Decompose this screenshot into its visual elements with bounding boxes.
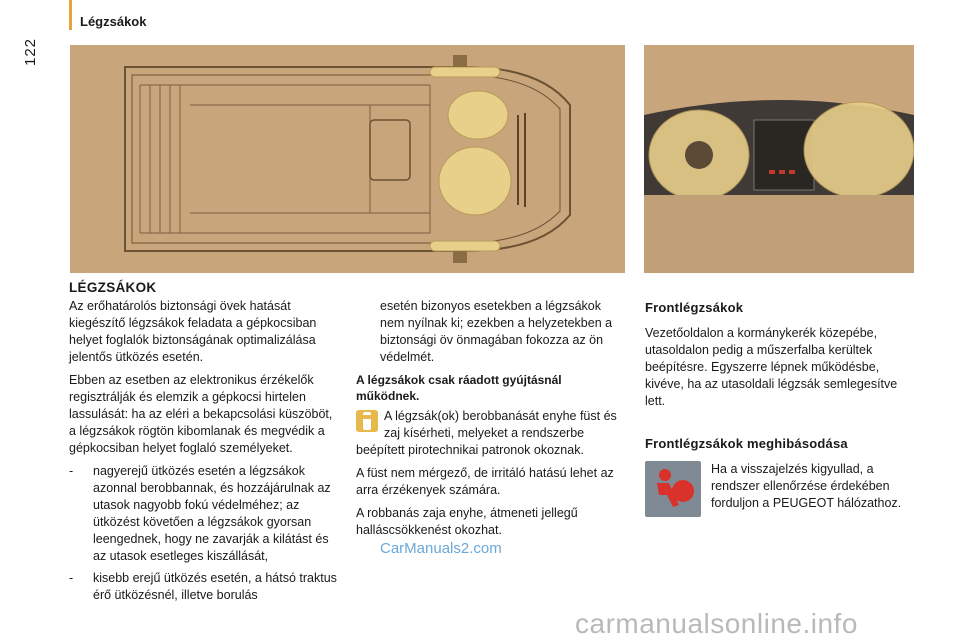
list-item (69, 570, 341, 604)
ignition-note-title: A légzsákok csak ráadott gyújtásnál működnek. (356, 373, 562, 403)
list-dash: - (69, 464, 74, 478)
smoke-paragraph: A füst nem mérgező, de irritáló hatású lehet az arra érzékenyek számára. (356, 466, 614, 497)
fault-note (645, 461, 915, 517)
list-item (69, 463, 341, 565)
watermark-carmanualsonline: carmanualsonline.info (575, 608, 858, 639)
section-title: LÉGZSÁKOK (69, 280, 157, 295)
watermark-carmanuals2: CarManuals2.com (380, 540, 502, 557)
sensor-paragraph: Ebben az esetben az elektronikus érzékelők regisztrálják és elemzik a gépkocsi hirtelen lassulását: ha az eléri a bekapcsolási küszöböt, a légzsákok rögtön kibomlanak és megvédik a gépkocsiban helyet foglaló személyeket. (69, 373, 333, 455)
intro-paragraph: Az erőhatárolós biztonsági övek hatását kiegészítő légzsákok feladata a gépkocsiban helyet foglalók biztonságának optimalizálása jelentős ütközés esetén. (69, 299, 317, 364)
text-column-1 (69, 298, 341, 604)
list-dash: - (69, 571, 74, 585)
info-note (356, 408, 626, 459)
text-column-2 (356, 298, 626, 539)
fault-note-text: Ha a visszajelzés kigyullad, a rendszer ellenőrzése érdekében forduljon a PEUGEOT hálózathoz. (711, 462, 902, 510)
info-note-text: A légzsák(ok) berobbanását enyhe füst és zaj kísérheti, melyeket a rendszerbe beépített pirotechnikai patronok okoznak. (356, 409, 617, 457)
page-number: 122 (22, 37, 39, 66)
dashboard-illustration (644, 45, 914, 273)
list-item-text: kisebb erejű ütközés esetén, a hátsó traktus érő ütközésnél, illetve borulás (93, 571, 337, 602)
van-top-view-illustration (70, 45, 625, 273)
text-column-3 (645, 298, 915, 517)
airbag-warning-icon (645, 461, 701, 517)
list-item-text: nagyerejű ütközés esetén a légzsákok azonnal berobbannak, és hozzájárulnak az utasok nagyobb fokú védelméhez; az ütközést követően a légzsákok gyorsan leengednek, hogy ne zavarják a kilátást és az utasok esetleges kiszállását, (93, 464, 331, 563)
page-header-title: Légzsákok (80, 14, 147, 29)
noise-paragraph: A robbanás zaja enyhe, átmeneti jellegű halláscsökkenést okozhat. (356, 506, 578, 537)
dashboard-figure (644, 45, 914, 273)
info-icon (356, 410, 378, 432)
header-accent-bar (69, 0, 72, 30)
front-airbags-fault-title: Frontlégzsákok meghibásodása (645, 436, 848, 451)
front-airbags-text: Vezetőoldalon a kormánykerék közepébe, utasoldalon pedig a műszerfalba kerültek beépítésre. Egyszerre lépnek működésbe, kivéve, ha az utasoldali légzsák semlegesítve lett. (645, 326, 898, 408)
front-airbags-title: Frontlégzsákok (645, 300, 744, 315)
van-top-view-figure (70, 45, 625, 273)
continued-paragraph: esetén bizonyos esetekben a légzsákok nem nyílnak ki; ezekben a helyzetekben a biztonsági öv önmagában fokozza az ön védelmét. (380, 299, 613, 364)
